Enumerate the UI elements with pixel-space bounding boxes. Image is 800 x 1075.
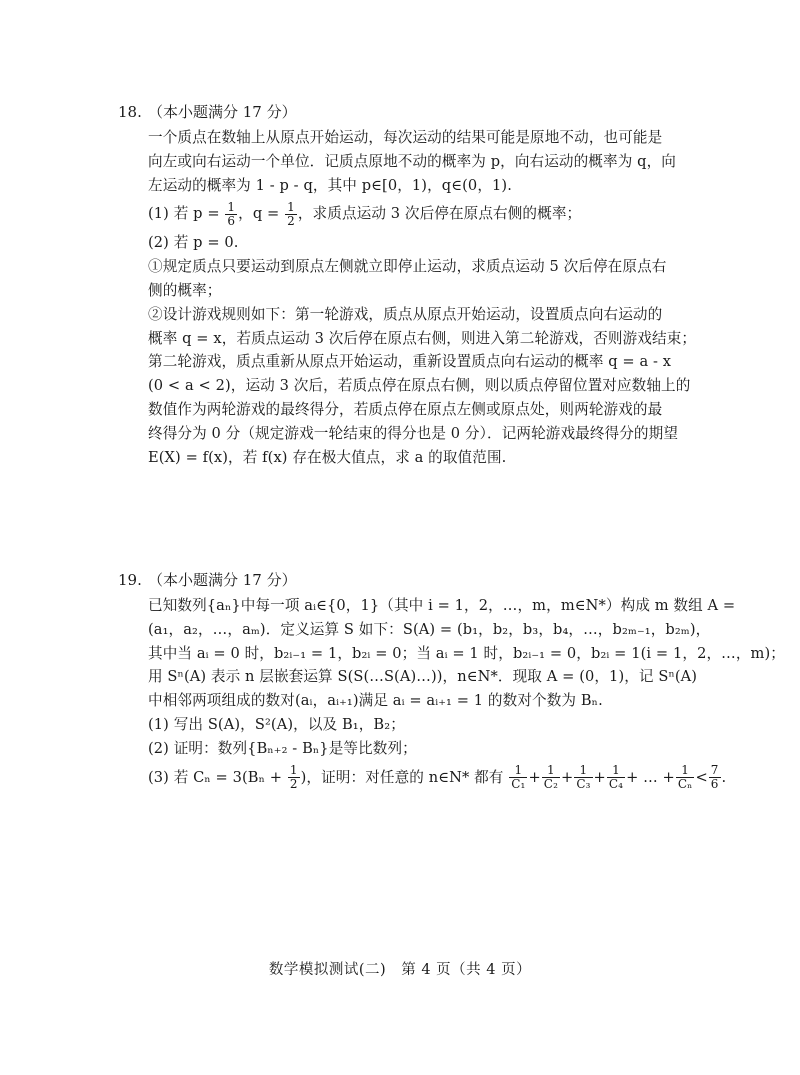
fraction-denominator: Cₙ <box>677 777 693 792</box>
fraction-term <box>542 764 560 791</box>
fraction-term <box>509 764 527 791</box>
problem-18-line: ②设计游戏规则如下：第一轮游戏，质点从原点开始运动，设置质点向右运动的 <box>148 305 663 323</box>
fraction-denominator: C₁ <box>511 777 526 792</box>
part-3-prefix: (3) 若 Cₙ = 3(Bₙ + <box>148 768 283 786</box>
problem-19 <box>118 568 785 795</box>
fraction-numerator: 7 <box>710 763 719 778</box>
problem-18-line: 向左或向右运动一个单位．记质点原地不动的概率为 p，向右运动的概率为 q，向 <box>148 152 676 170</box>
fraction-p <box>225 201 237 228</box>
fraction-denominator: C₃ <box>576 777 591 792</box>
fraction-last-term <box>676 764 695 791</box>
problem-19-line: 其中当 aᵢ = 0 时，b₂ᵢ₋₁ = 1，b₂ᵢ = 0；当 aᵢ = 1 时，b₂ᵢ₋₁ = 0，b₂ᵢ = 1(i = 1，2，…，m)； <box>148 644 785 662</box>
problem-18-line: (0 < a < 2)，运动 3 次后，若质点停在原点右侧，则以质点停留位置对应数轴上的 <box>148 377 691 395</box>
part-3-mid: )，证明：对任意的 n∈N* 都有 <box>300 768 504 786</box>
fraction-denominator: C₂ <box>543 777 558 792</box>
problem-19-line: 中相邻两项组成的数对(aᵢ，aᵢ₊₁)满足 aᵢ = aᵢ₊₁ = 1 的数对个数为 Bₙ. <box>148 692 603 710</box>
problem-18-line: ①规定质点只要运动到原点左侧就立即停止运动，求质点运动 5 次后停在原点右 <box>148 258 667 276</box>
problem-19-heading <box>118 568 690 592</box>
problem-18-line: 概率 q = x，若质点运动 3 次后停在原点右侧，则进入第二轮游戏，否则游戏结束； <box>148 329 697 347</box>
problem-18-line: 数值作为两轮游戏的最终得分，若质点停在原点左侧或原点处，则两轮游戏的最 <box>148 400 663 418</box>
page-footer: 数学模拟测试(二) 第 4 页（共 4 页） <box>268 962 532 978</box>
fraction-term <box>607 764 625 791</box>
fraction-denominator: C₄ <box>608 777 624 792</box>
part-1-mid: ，q = <box>238 205 280 223</box>
problem-19-line: 已知数列{aₙ}中每一项 aᵢ∈{0，1}（其中 i = 1，2，…，m，m∈N*）构成 m 数组 A = <box>148 597 736 614</box>
problem-18-line: 侧的概率； <box>148 281 222 299</box>
score-note: （本小题满分 17 分） <box>148 571 297 589</box>
fraction-q <box>285 201 297 228</box>
problem-18-line: 终得分为 0 分（规定游戏一轮结束的得分也是 0 分）．记两轮游戏最终得分的期望 <box>148 424 679 442</box>
ellipsis: + … + <box>626 768 675 786</box>
period: . <box>721 768 727 786</box>
problem-18-heading <box>118 100 690 124</box>
fraction-numerator: 1 <box>574 764 592 778</box>
less-than: < <box>695 768 708 786</box>
problem-18-line: 左运动的概率为 1 - p - q，其中 p∈[0，1)，q∈(0，1). <box>148 176 512 194</box>
problem-19-part-3: (3) 若 Cₙ = 3(Bₙ + $\frac{1}{2}$ )，证明：对任意的 n∈N* 都有 $\frac{1}{\text{C₁}}$ + $\frac{1}{\text{C₂}}$ + $\frac{1}{\text{C₃}}$ + $\frac{1}{\text{C₄}}$ + … + $\frac{1}{\text{Cₙ}}$ < $\frac{7}{6}$ . <box>148 763 727 792</box>
problem-number: 18. <box>118 103 142 121</box>
fraction-denominator: 2 <box>289 777 298 792</box>
fraction-term <box>574 764 592 791</box>
fraction-rhs <box>709 764 721 791</box>
score-note: （本小题满分 17 分） <box>148 103 297 121</box>
problem-18-line: (2) 若 p = 0. <box>148 234 239 252</box>
part-1-prefix: (1) 若 p = <box>148 205 220 223</box>
fraction-denominator: 2 <box>287 213 295 228</box>
problem-18-line: 一个质点在数轴上从原点开始运动，每次运动的结果可能是原地不动，也可能是 <box>148 129 663 146</box>
problem-number: 19. <box>118 571 142 589</box>
fraction-numerator: 1 <box>509 764 527 778</box>
problem-18 <box>118 100 697 469</box>
problem-18-line: E(X) = f(x)，若 f(x) 存在极大值点，求 a 的取值范围. <box>148 448 507 466</box>
fraction-numerator: 1 <box>542 764 560 778</box>
problem-18-line: 第二轮游戏，质点重新从原点开始运动，重新设置质点向右运动的概率 q = a - x <box>148 353 672 371</box>
problem-18-part-1 <box>148 197 690 231</box>
problem-19-line: (2) 证明：数列{Bₙ₊₂ - Bₙ}是等比数列； <box>148 739 417 757</box>
problem-19-line: (a₁，a₂，…，aₘ)．定义运算 S 如下：S(A) = (b₁，b₂，b₃，b₄，…，b₂ₘ₋₁，b₂ₘ)， <box>148 620 711 638</box>
fraction-denominator: 6 <box>227 213 236 228</box>
part-1-suffix: ，求质点运动 3 次后停在原点右侧的概率； <box>297 205 582 223</box>
problem-19-line: (1) 写出 S(A)，S²(A)，以及 B₁，B₂； <box>148 715 405 733</box>
fraction-denominator: 6 <box>710 777 719 792</box>
fraction-half <box>288 764 300 791</box>
fraction-numerator: 1 <box>289 763 298 778</box>
fraction-numerator: 1 <box>676 764 695 778</box>
fraction-numerator: 1 <box>607 764 625 778</box>
fraction-numerator: 1 <box>227 199 236 214</box>
fraction-numerator: 1 <box>287 199 295 214</box>
problem-19-line: 用 Sⁿ(A) 表示 n 层嵌套运算 S(S(…S(A)…))，n∈N*．现取 A = (0，1)，记 Sⁿ(A) <box>148 668 698 686</box>
